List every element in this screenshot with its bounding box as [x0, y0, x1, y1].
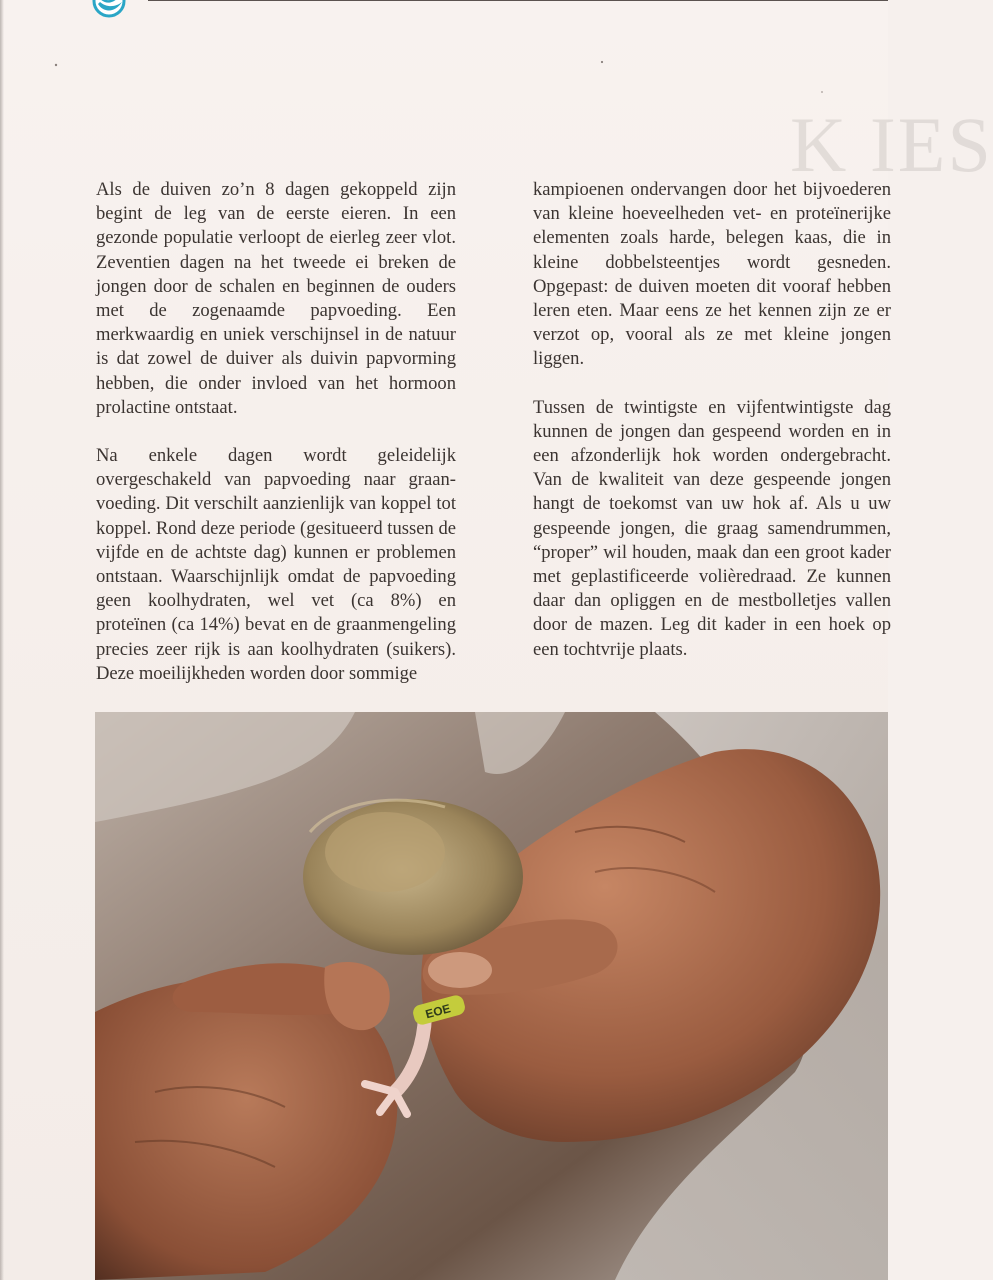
photo-ringing-young-pigeon	[95, 712, 888, 1280]
paragraph-egg-laying: Als de duiven zo’n 8 dagen gekoppeld zijn begint de leg van de eerste eieren. In een gezonde populatie verloopt de eierleg zeer vlot. Zeventien dagen na het tweede ei breken de jongen door de schalen en beginnen de ouders met de zogenaamde papvoeding. Een merkwaardig en uniek verschijnsel in de natuur is dat zowel de duiver als duivin papvorming hebben, die onder invloed van het hormoon prolactine ontstaat.	[96, 179, 456, 418]
article-column-right	[533, 178, 891, 678]
article-column-left	[96, 178, 456, 686]
paragraph-weaning: Tussen de twintigste en vijfentwintigste dag kunnen de jongen dan gespeend worden en in een afzonderlijk hok worden ondergebracht. Van de kwaliteit van deze gespeende jongen hangt de toekomst van uw hok af. Als u uw gespeende jongen, die graag samendrummen, “proper” wil houden, maak dan een groot kader met geplastificeerde volièredraad. Ze kunnen daar dan opliggen en de mestbolletjes vallen door de mazen. Leg dit kader in een hoek op een tochtvrije plaats.	[533, 396, 891, 660]
ring-text: EOE	[423, 1001, 453, 1022]
paragraph-cheese-feeding: kampioenen ondervangen door het bijvoederen van kleine hoeveelheden vet- en proteïnerijke elementen zoals harde, belegen kaas, die in kleine dobbelsteentjes wordt gesneden. Opgepast: de duiven moeten dit vooraf hebben leren eten. Maar eens ze het kennen zijn ze er verzot op, vooral als ze met kleine jongen liggen.	[533, 179, 891, 370]
show-through-letters: K IES	[790, 101, 993, 188]
paragraph-grain-feeding: Na enkele dagen wordt geleidelijk overgeschakeld van papvoeding naar graanvoeding. Dit verschilt aanzienlijk van koppel tot koppel. Rond deze periode (gesitueerd tussen de vijfde en de achtste dag) kunnen er problemen ontstaan. Waarschijnlijk omdat de papvoeding geen koolhydraten, wel vet (ca 8%) en proteïnen (ca 14%) bevat en de graanmengeling precies zeer rijk is aan koolhydraten (suikers). Deze moeilijkheden worden door sommige	[96, 445, 456, 684]
